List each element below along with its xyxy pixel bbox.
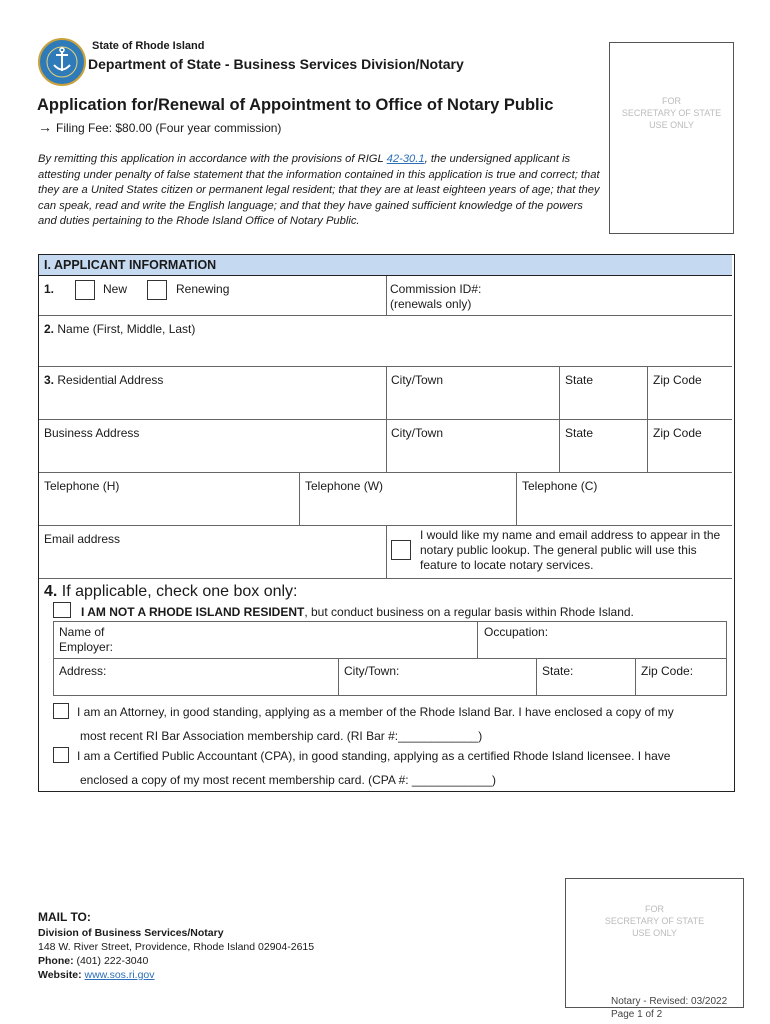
q4-label: [44, 583, 298, 601]
website-link[interactable]: www.sos.ri.gov: [84, 969, 155, 981]
commission-id-label: Commission ID#:: [390, 282, 482, 296]
occupation-field[interactable]: [477, 621, 727, 659]
lookup-opt-in-text: I would like my name and email address to appear in the notary public lookup. The general public will use this feature to locate notary services.: [420, 528, 721, 572]
mail-to-block: [38, 910, 314, 982]
renewing-label: Renewing: [176, 282, 230, 296]
attorney-checkbox[interactable]: [53, 703, 69, 719]
intro-text-start: By remitting this application in accordance with the provisions of RIGL: [38, 153, 387, 165]
employer-field[interactable]: [53, 621, 478, 659]
attorney-text-line1: I am an Attorney, in good standing, applying as a member of the Rhode Island Bar. I have enclosed a copy of my: [77, 705, 674, 719]
mail-division: Division of Business Services/Notary: [38, 927, 224, 939]
section-title: I. APPLICANT INFORMATION: [44, 258, 217, 272]
state-label: State: [565, 373, 594, 387]
telephone-work-field[interactable]: [300, 473, 517, 526]
attorney-text-line2: most recent RI Bar Association membership card. (RI Bar #:____________): [80, 729, 483, 743]
filing-fee: [38, 119, 281, 135]
state-label: State: [565, 426, 594, 440]
mail-website: [38, 968, 314, 982]
city-label: City/Town: [391, 373, 444, 387]
page-number: Page 1 of 2: [611, 1009, 663, 1020]
non-resident-zip-field[interactable]: [635, 658, 727, 696]
name-label: [44, 322, 195, 336]
business-zip-field[interactable]: [648, 420, 732, 473]
applicant-form: [38, 254, 735, 792]
state-seal: [38, 38, 86, 86]
non-resident-rest: , but conduct business on a regular basis within Rhode Island.: [304, 605, 634, 619]
name-field[interactable]: [39, 316, 732, 367]
cpa-text-line2: enclosed a copy of my most recent membership card. (CPA #: ____________): [80, 773, 496, 787]
application-type-cell: [39, 276, 387, 316]
email-label: Email address: [44, 532, 121, 546]
office-use-box: [609, 42, 734, 234]
business-address-field[interactable]: [39, 420, 387, 473]
non-resident-state-field[interactable]: [536, 658, 636, 696]
office-use-label-bottom: FOR SECRETARY OF STATE USE ONLY: [604, 904, 705, 938]
business-city-field[interactable]: [387, 420, 560, 473]
department-name: Department of State - Business Services Division/Notary: [88, 56, 464, 72]
website-label: Website:: [38, 969, 82, 981]
telephone-cell-label: Telephone (C): [522, 479, 598, 493]
new-checkbox[interactable]: [75, 280, 95, 300]
zip-label-2: Zip Code:: [641, 664, 694, 678]
renewing-checkbox[interactable]: [147, 280, 167, 300]
cpa-checkbox[interactable]: [53, 747, 69, 763]
state-label-2: State:: [542, 664, 574, 678]
lookup-opt-in-cell: [387, 526, 732, 579]
residential-zip-field[interactable]: [648, 367, 732, 420]
non-resident-label: [81, 605, 634, 619]
phone-number: (401) 222-3040: [73, 955, 149, 967]
residential-address-field[interactable]: [39, 367, 387, 420]
non-resident-bold: I AM NOT A RHODE ISLAND RESIDENT: [81, 605, 305, 619]
q3-number: 3.: [44, 373, 55, 387]
email-field[interactable]: [39, 526, 387, 579]
phone-label: Phone:: [38, 955, 74, 967]
mail-heading: MAIL TO:: [38, 910, 91, 924]
occupation-label: Occupation:: [484, 625, 549, 639]
new-label: New: [103, 282, 128, 296]
office-use-box-bottom: [565, 878, 744, 1008]
intro-text-end: , the undersigned applicant is attesting under penalty of false statement that the information contained in this application is true and correct; that they are a United States citizen or permanent legal resident; that they are at least eighteen years of age; that they can speak, read and write the English language; and that they have gained sufficient knowledge of the powers and duties pertaining to the Rhode Island Office of Notary Public.: [38, 153, 600, 227]
mail-phone: [38, 954, 314, 968]
residential-address-text: Residential Address: [57, 373, 164, 387]
employer-label: Name of Employer:: [59, 625, 114, 654]
residential-city-field[interactable]: [387, 367, 560, 420]
renewals-only-note: (renewals only): [390, 297, 472, 311]
city-label-2: City/Town:: [344, 664, 400, 678]
residential-address-label: [44, 373, 163, 387]
lookup-opt-in-checkbox[interactable]: [391, 540, 411, 560]
office-use-label: FOR SECRETARY OF STATE USE ONLY: [621, 96, 722, 130]
rigl-link[interactable]: 42-30.1: [386, 153, 425, 165]
telephone-home-field[interactable]: [39, 473, 300, 526]
intro-paragraph: [38, 152, 603, 230]
non-resident-checkbox[interactable]: [53, 602, 71, 618]
page-title: Application for/Renewal of Appointment to Office of Notary Public: [37, 96, 554, 114]
revision-date: Notary - Revised: 03/2022: [611, 996, 728, 1007]
business-address-label: Business Address: [44, 426, 140, 440]
telephone-work-label: Telephone (W): [305, 479, 384, 493]
cpa-text-line1: I am a Certified Public Accountant (CPA), in good standing, applying as a certified Rhode Island licensee. I have: [77, 749, 671, 763]
state-name: State of Rhode Island: [92, 40, 205, 52]
section-header: [39, 255, 732, 276]
residential-state-field[interactable]: [560, 367, 648, 420]
arrow-right-icon: →: [38, 119, 52, 135]
telephone-cell-field[interactable]: [517, 473, 732, 526]
q1-number: 1.: [44, 282, 55, 296]
zip-label: Zip Code: [653, 426, 702, 440]
filing-fee-text: Filing Fee: $80.00 (Four year commission): [56, 121, 282, 135]
name-label-text: Name (First, Middle, Last): [57, 322, 196, 336]
mail-address: 148 W. River Street, Providence, Rhode Island 02904-2615: [38, 941, 315, 953]
telephone-home-label: Telephone (H): [44, 479, 120, 493]
non-resident-city-field[interactable]: [338, 658, 537, 696]
zip-label: Zip Code: [653, 373, 702, 387]
business-state-field[interactable]: [560, 420, 648, 473]
q2-number: 2.: [44, 322, 55, 336]
q4-text: If applicable, check one box only:: [61, 583, 298, 600]
footer: [611, 995, 727, 1021]
non-resident-address-field[interactable]: [53, 658, 339, 696]
anchor-icon: [40, 40, 84, 84]
address-label: Address:: [59, 664, 107, 678]
commission-id-field[interactable]: [387, 276, 732, 316]
q4-number: 4.: [44, 583, 58, 600]
city-label: City/Town: [391, 426, 444, 440]
